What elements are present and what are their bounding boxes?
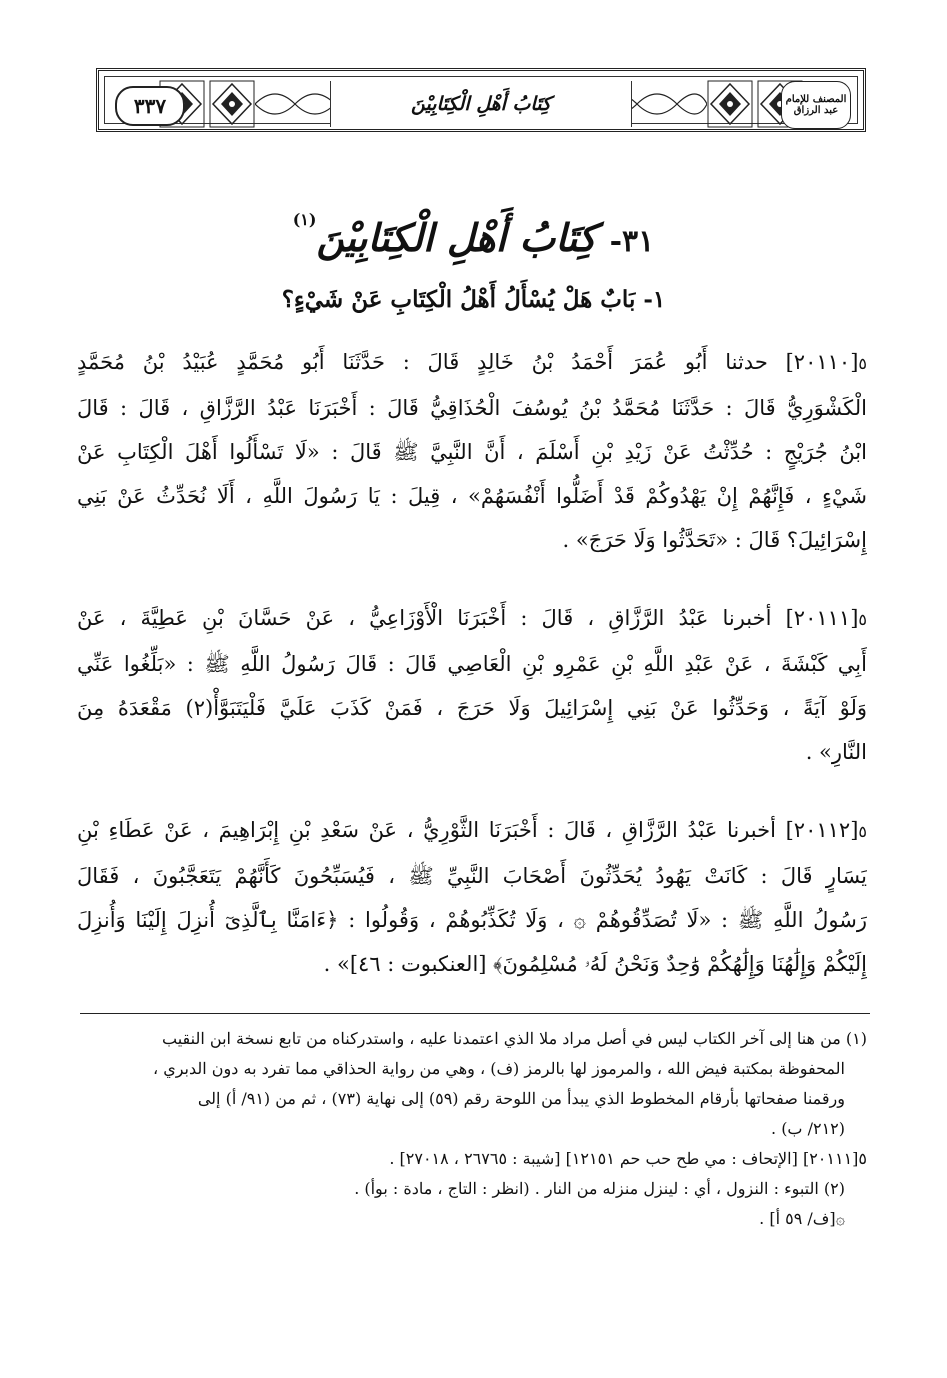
footnote-line: المحفوظة بمكتبة فيض الله ، والمرموز لها بالرمز (ف) ، وهي من رواية الحذاقي مما تفرد به دون الدبري ،: [152, 1059, 845, 1078]
header-title-box: [330, 81, 632, 127]
footnote-line: (٢) التبوء : النزول ، أي : لينزل منزله من النار . (انظر : التاج ، مادة : بوأ) .: [354, 1179, 845, 1198]
footnote-manuscript-ref: [77, 1204, 867, 1234]
book-number: ٣١-: [609, 224, 655, 259]
hadith-line: ابْنُ جُرَيْجٍ : حُدِّثْتُ عَنْ زَيْدِ بْنِ أَسْلَمَ ، أَنَّ النَّبِيَّ ﷺ قَالَ : «لَا تَسْأَلُوا أَهْلَ الْكِتَابِ عَنْ: [77, 440, 867, 464]
chapter-heading: ١- بَابٌ هَلْ يُسْأَلُ أَهْلُ الْكِتَابِ عَنْ شَيْءٍ؟: [281, 286, 666, 313]
footnote-divider: [80, 1013, 870, 1014]
hadith-line: إِلَيْكُمْ وَإِلَٰهُنَا وَإِلَٰهُكُمْ وَٰحِدٌ وَنَحْنُ لَهُۥ مُسْلِمُونَ﴾ [العنكبوت : ٤٦]» .: [323, 952, 867, 976]
book-footnote-ref[interactable]: (١): [292, 210, 317, 229]
hadith-line: يَسَارٍ قَالَ : كَانَتْ يَهُودُ يُحَدِّثُونَ أَصْحَابَ النَّبِيِّ ﷺ ، فَيُسَبِّحُونَ كَأَنَّهُمْ يَتَعَجَّبُونَ ، فَقَالَ: [77, 864, 867, 888]
hadith-20110: [77, 340, 867, 562]
hadith-line: النَّارِ» .: [805, 740, 867, 764]
hadith-line: إِسْرَائِيلَ؟ قَالَ : «تَحَدَّثُوا وَلَا حَرَجَ» .: [562, 528, 867, 552]
running-header: [96, 68, 866, 132]
hadith-20111: [77, 596, 867, 774]
header-ornament-icon: [707, 80, 753, 128]
hadith-number: [٢٠١١١]: [785, 606, 859, 630]
book-medallion: [781, 81, 851, 129]
book-title: كِتَابُ أَهْلِ الْكِتَابِيْنَ: [316, 215, 597, 260]
footnote-line: (١) من هنا إلى آخر الكتاب ليس في أصل مراد ملا الذي اعتمدنا عليه ، واستدركناه من تابع نسخة ابن النقيب: [162, 1029, 867, 1048]
hadith-marker-icon: ٥: [858, 822, 867, 841]
footnote-line: ٥[٢٠١١١] [الإتحاف : مي طح حب حم ١٢١٥١] [شيبة : ٢٦٧٦٥ ، ٢٧٠١٨] .: [389, 1149, 867, 1168]
hadith-line: وَلَوْ آيَةً ، وَحَدِّثُوا عَنْ بَنِي إِسْرَائِيلَ وَلَا حَرَجَ ، فَمَنْ كَذَبَ عَلَيَّ فَلْيَتَبَوَّأْ(٢) مَقْعَدَهُ مِنَ: [77, 696, 867, 720]
book-heading: [0, 190, 947, 272]
page-number: ٣٣٧: [115, 86, 185, 126]
hadith-number: [٢٠١١٢]: [785, 818, 859, 842]
footnotes: [77, 1024, 867, 1234]
hadith-marker-icon: ٥: [858, 354, 867, 373]
footnote-line: ورقمنا صفحاتها بأرقام المخطوط الذي يبدأ من اللوحة رقم (٥٩) إلى نهاية (٧٣) ، ثم من (٩١/ أ) إلى: [197, 1089, 845, 1108]
header-border: [104, 76, 858, 124]
hadith-line: شَيْءٍ ، فَإِنَّهُمْ إِنْ يَهْدُوكُمْ قَدْ أَضَلُّوا أَنْفُسَهُمْ» ، قِيلَ : يَا رَسُولَ اللَّهِ ، أَلَا نُحَدِّثُ عَنْ بَنِي: [77, 484, 867, 508]
hadith-text: أخبرنا عَبْدُ الرَّزَّاقِ ، قَالَ : أَخْبَرَنَا الْأَوْزَاعِيُّ ، عَنْ حَسَّانَ بْنِ عَطِيَّةَ ، عَنْ: [77, 606, 772, 630]
hadith-line: أَبِي كَبْشَةَ ، عَنْ عَبْدِ اللَّهِ بْنِ عَمْرِو بْنِ الْعَاصِي قَالَ : قَالَ رَسُولُ اللَّهِ ﷺ : «بَلِّغُوا عَنِّي: [77, 652, 867, 676]
footnote-line: ۞[ف/ ٥٩ أ] .: [759, 1209, 845, 1228]
hadith-line: الْكَشْوَرِيُّ قَالَ : حَدَّثَنَا مُحَمَّدُ بْنُ يُوسُفَ الْحُذَاقِيُّ قَالَ : أَخْبَرَنَا عَبْدُ الرَّزَّاقِ ، قَالَ : قَالَ: [77, 396, 867, 420]
footnote-2: [77, 1174, 867, 1204]
footnote-takhrij-20111: [77, 1144, 867, 1174]
footnote-line: (٢١٢/ ب) .: [771, 1119, 845, 1138]
hadith-marker-icon: ٥: [858, 610, 867, 629]
hadith-text: أخبرنا عَبْدُ الرَّزَّاقِ ، قَالَ : أَخْبَرَنَا الثَّوْرِيُّ ، عَنْ سَعْدِ بْنِ إِبْرَاهِيمَ ، عَنْ عَطَاءِ بْنِ: [77, 818, 776, 842]
hadith-20112: [77, 808, 867, 986]
header-ornament-icon: [209, 80, 255, 128]
hadith-line: [77, 808, 867, 854]
hadith-line: [77, 596, 867, 642]
hadith-text: حدثنا أَبُو عُمَرَ أَحْمَدُ بْنُ خَالِدٍ قَالَ : حَدَّثَنَا أَبُو مُحَمَّدٍ عُبَيْدُ بْنُ مُحَمَّدٍ: [77, 350, 768, 374]
hadith-line: رَسُولُ اللَّهِ ﷺ : «لَا تُصَدِّقُوهُمْ ۞ ، وَلَا تُكَذِّبُوهُمْ ، وَقُولُوا : ﴿ءَامَنَّا بِٱلَّذِىٓ أُنزِلَ إِلَيْنَا وَأُنزِلَ: [77, 908, 867, 932]
medallion-text: المصنف للإمام عبد الرزاق: [785, 94, 847, 116]
footnote-1: [77, 1024, 867, 1144]
hadith-number: [٢٠١١٠]: [785, 350, 859, 374]
header-title: كِتَابُ أَهْلِ الْكِتَابِيْنَ: [411, 93, 551, 115]
hadith-line: [77, 340, 867, 386]
